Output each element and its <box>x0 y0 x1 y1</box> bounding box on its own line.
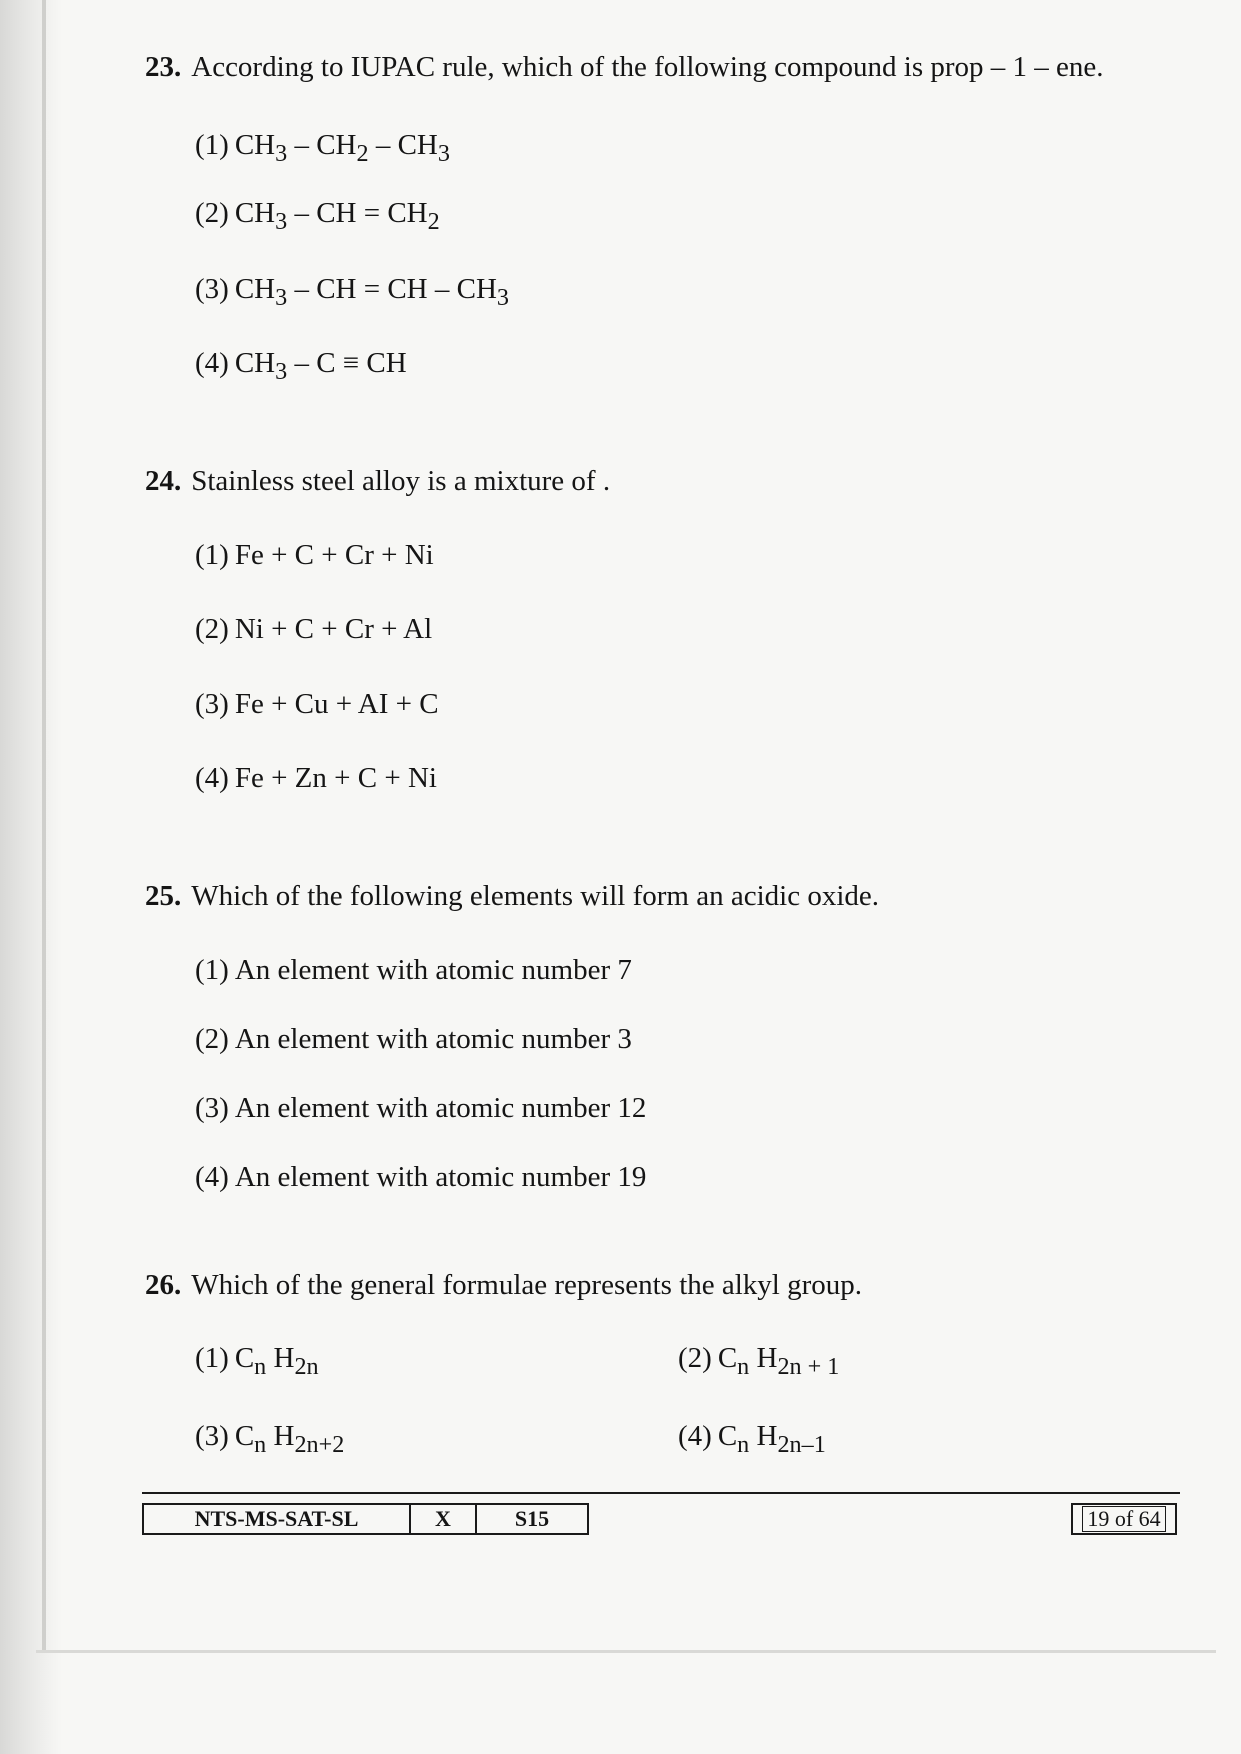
option-text: An element with atomic number 12 <box>234 1092 647 1124</box>
option-text: Fe + Zn + C + Ni <box>234 762 437 794</box>
formula-subscript: 3 <box>275 357 288 385</box>
q23-option-4 <box>195 346 407 389</box>
formula-subscript: 2n + 1 <box>777 1352 840 1380</box>
formula-part: – CH <box>287 129 357 161</box>
paper-code-box <box>142 1503 589 1535</box>
q23-option-3 <box>195 272 509 315</box>
question-number: 24. <box>145 465 182 497</box>
q24-option-2 <box>195 612 432 646</box>
option-number: (2) <box>195 1023 229 1055</box>
option-text: Fe + C + Cr + Ni <box>234 539 434 571</box>
formula-subscript: 3 <box>275 139 288 167</box>
q23-option-1 <box>195 128 450 171</box>
formula-part: CH <box>234 129 276 161</box>
paper-set: S15 <box>514 1506 550 1531</box>
option-number: (3) <box>195 688 229 720</box>
formula-subscript: 2n–1 <box>777 1430 826 1458</box>
paper-code: NTS-MS-SAT-SL <box>144 1505 411 1533</box>
question-25 <box>145 879 879 913</box>
paper-class: X <box>411 1505 477 1533</box>
option-number: (3) <box>195 273 229 305</box>
question-text: Which of the general formulae represents the alkyl group. <box>191 1269 863 1301</box>
question-text: Stainless steel alloy is a mixture of . <box>191 465 611 497</box>
option-number: (1) <box>195 129 229 161</box>
formula-part: CH <box>234 273 276 305</box>
formula-part: H <box>273 1342 295 1374</box>
formula-part: CH <box>234 197 276 229</box>
option-number: (4) <box>195 762 229 794</box>
formula-subscript: 2 <box>427 207 440 235</box>
option-text: Ni + C + Cr + Al <box>234 613 433 645</box>
question-number: 23. <box>145 51 182 83</box>
q26-option-3 <box>195 1419 344 1462</box>
binding-shadow <box>0 0 62 1754</box>
option-number: (4) <box>678 1420 712 1452</box>
q26-option-1 <box>195 1341 319 1384</box>
formula-subscript: 3 <box>275 283 288 311</box>
formula-subscript: 2n <box>294 1352 319 1380</box>
formula-part: – CH = CH – CH <box>287 273 497 305</box>
page-number-box <box>1071 1503 1177 1535</box>
formula-subscript: 3 <box>275 207 288 235</box>
option-number: (2) <box>195 613 229 645</box>
q25-option-4 <box>195 1160 646 1194</box>
option-number: (2) <box>195 197 229 229</box>
q25-option-1 <box>195 953 632 987</box>
option-number: (4) <box>195 1161 229 1193</box>
q24-option-1 <box>195 538 434 572</box>
question-number: 26. <box>145 1269 182 1301</box>
formula-subscript: n <box>737 1430 750 1458</box>
question-23 <box>145 50 1104 84</box>
formula-part: H <box>756 1342 778 1374</box>
option-text: An element with atomic number 7 <box>234 954 632 986</box>
option-text: Fe + Cu + AI + C <box>234 688 439 720</box>
formula-part: C <box>234 1420 255 1452</box>
q24-option-3 <box>195 687 439 721</box>
formula-part: C <box>234 1342 255 1374</box>
formula-part: – CH <box>368 129 438 161</box>
formula-part: C <box>717 1342 738 1374</box>
question-number: 25. <box>145 880 182 912</box>
formula-part: CH <box>234 347 276 379</box>
question-26 <box>145 1268 862 1302</box>
option-number: (1) <box>195 954 229 986</box>
q26-option-2 <box>678 1341 839 1384</box>
q26-option-4 <box>678 1419 826 1462</box>
option-number: (2) <box>678 1342 712 1374</box>
q24-option-4 <box>195 761 437 795</box>
footer-rule <box>142 1492 1180 1494</box>
formula-subscript: 2n+2 <box>294 1430 345 1458</box>
formula-part: – C ≡ CH <box>287 347 407 379</box>
option-number: (3) <box>195 1092 229 1124</box>
formula-subscript: 3 <box>437 139 450 167</box>
option-text: An element with atomic number 3 <box>234 1023 632 1055</box>
formula-subscript: n <box>254 1352 267 1380</box>
question-24 <box>145 464 610 498</box>
formula-part: C <box>717 1420 738 1452</box>
option-text: An element with atomic number 19 <box>234 1161 647 1193</box>
formula-subscript: 2 <box>356 139 369 167</box>
formula-subscript: n <box>254 1430 267 1458</box>
formula-subscript: 3 <box>496 283 509 311</box>
formula-part: H <box>756 1420 778 1452</box>
question-text: Which of the following elements will form an acidic oxide. <box>191 880 879 912</box>
page-number: 19 of 64 <box>1082 1506 1165 1532</box>
option-number: (3) <box>195 1420 229 1452</box>
q25-option-2 <box>195 1022 632 1056</box>
option-number: (1) <box>195 1342 229 1374</box>
q25-option-3 <box>195 1091 646 1125</box>
formula-part: – CH = CH <box>287 197 428 229</box>
option-number: (1) <box>195 539 229 571</box>
formula-part: H <box>273 1420 295 1452</box>
q23-option-2 <box>195 196 440 239</box>
formula-subscript: n <box>737 1352 750 1380</box>
page-bottom-edge <box>36 1650 1216 1653</box>
binding-line <box>42 0 46 1650</box>
question-text: According to IUPAC rule, which of the following compound is prop – 1 – ene. <box>191 51 1104 83</box>
option-number: (4) <box>195 347 229 379</box>
